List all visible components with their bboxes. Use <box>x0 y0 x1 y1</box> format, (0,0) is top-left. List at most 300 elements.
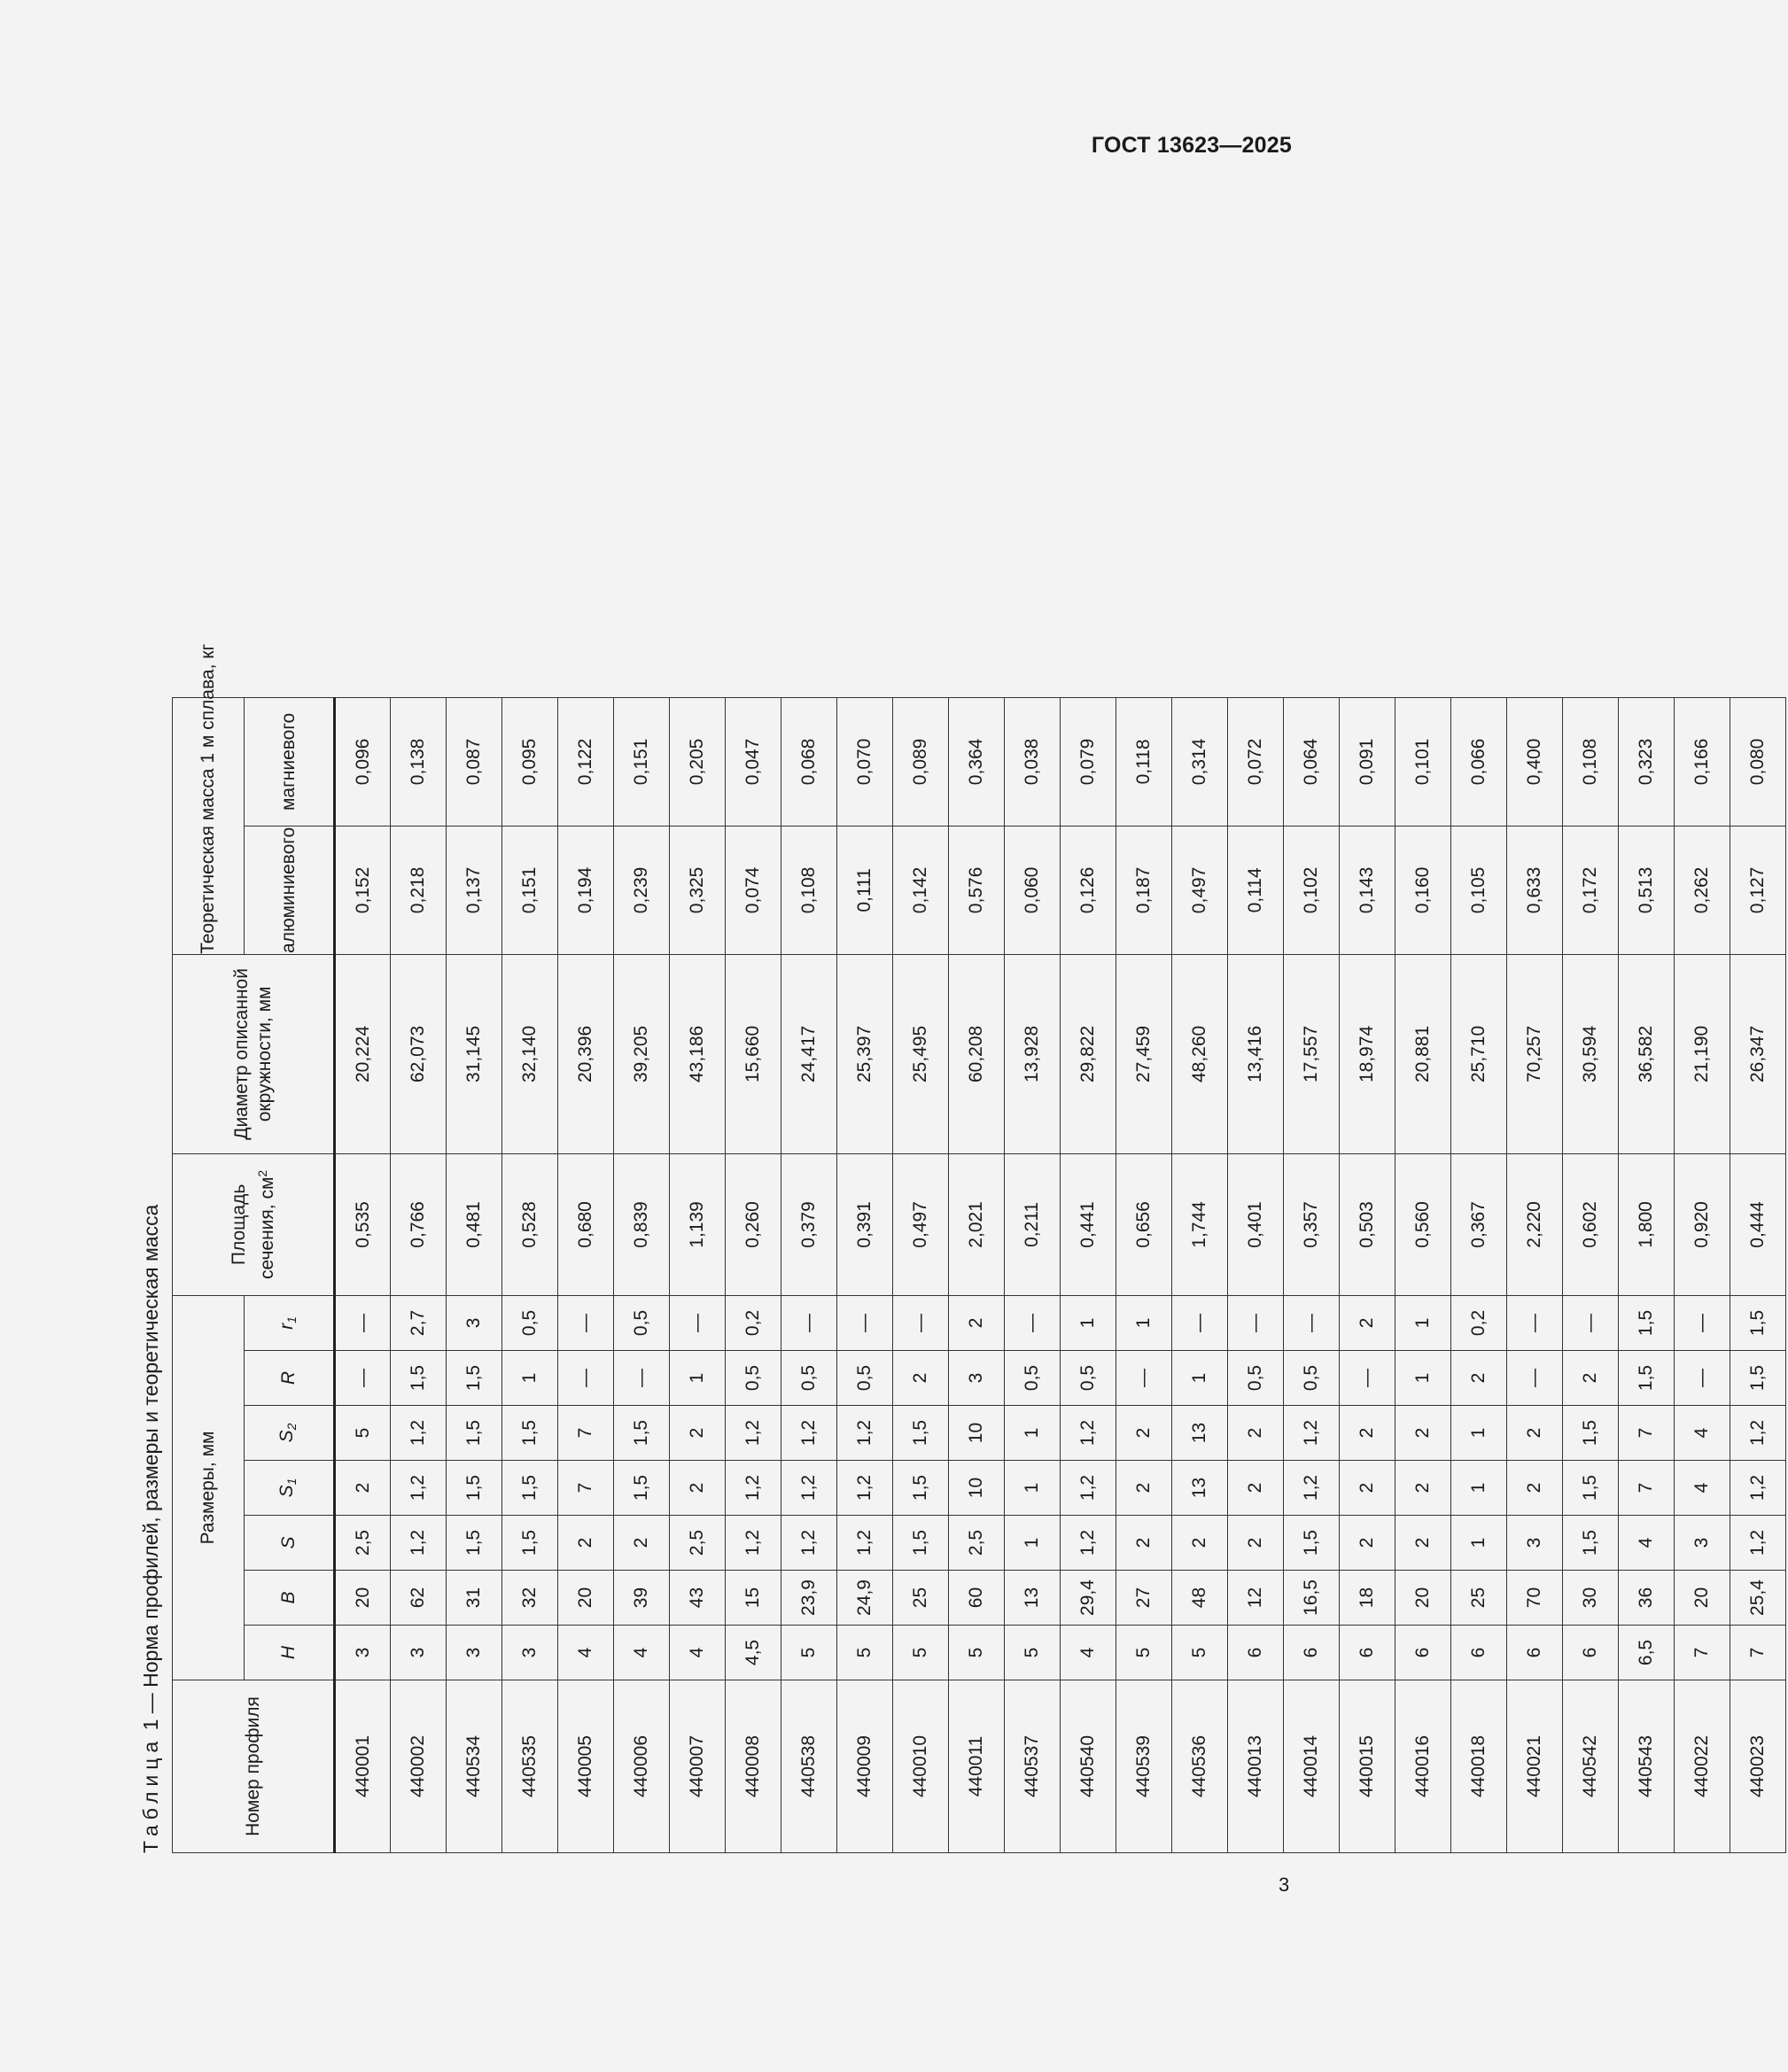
table-cell: 20 <box>1395 1571 1451 1626</box>
table-cell: 0,080 <box>1730 697 1786 826</box>
table-cell: 1,5 <box>447 1461 502 1516</box>
table-cell: 0,101 <box>1395 697 1451 826</box>
table-cell: 0,087 <box>447 697 502 826</box>
table-cell: 0,091 <box>1340 697 1395 826</box>
header-S1-subscript: 1 <box>284 1478 299 1486</box>
table-cell: 5 <box>1116 1626 1172 1680</box>
table-cell: 0,142 <box>893 826 949 954</box>
table-cell: 7 <box>1730 1626 1786 1680</box>
table-cell: 0,160 <box>1395 826 1451 954</box>
table-cell: 7 <box>1619 1406 1675 1461</box>
table-cell: 0,364 <box>949 697 1005 826</box>
profiles-table <box>172 643 1786 1853</box>
table-cell: 1,2 <box>837 1406 893 1461</box>
table-row <box>1061 697 1116 1852</box>
table-cell: 440009 <box>837 1680 893 1853</box>
table-cell: 1,5 <box>1563 1516 1619 1571</box>
table-row <box>1116 697 1172 1852</box>
table-cell: 36,582 <box>1619 954 1675 1153</box>
table-cell: 2 <box>893 1351 949 1406</box>
table-cell: — <box>558 1351 614 1406</box>
table-cell: 0,766 <box>391 1153 447 1295</box>
table-cell: 13,928 <box>1005 954 1061 1153</box>
table-cell: 4 <box>670 1626 726 1680</box>
table-cell: 1,2 <box>781 1406 837 1461</box>
table-cell: 2 <box>1340 1516 1395 1571</box>
table-cell: 0,064 <box>1284 697 1340 826</box>
header-B: B <box>245 1571 335 1626</box>
table-cell: 440011 <box>949 1680 1005 1853</box>
table-cell: 440539 <box>1116 1680 1172 1853</box>
table-cell: 29,822 <box>1061 954 1116 1153</box>
table-cell: 1,5 <box>893 1406 949 1461</box>
table-cell: 2 <box>1563 1351 1619 1406</box>
table-cell: 440007 <box>670 1680 726 1853</box>
table-cell: 6 <box>1507 1626 1563 1680</box>
caption-label: Таблица <box>139 1735 162 1853</box>
table-cell: 1 <box>1005 1406 1061 1461</box>
table-cell: 0,441 <box>1061 1153 1116 1295</box>
table-cell: 0,095 <box>502 697 558 826</box>
table-cell: 20 <box>1675 1571 1730 1626</box>
table-cell: 2 <box>614 1516 670 1571</box>
table-cell: 0,068 <box>781 697 837 826</box>
table-cell: 1,2 <box>1061 1406 1116 1461</box>
table-cell: 20 <box>335 1571 391 1626</box>
header-S2 <box>245 1406 335 1461</box>
table-cell: 1,5 <box>502 1461 558 1516</box>
table-cell: 20,396 <box>558 954 614 1153</box>
table-cell: — <box>335 1295 391 1350</box>
table-cell: 1,5 <box>391 1351 447 1406</box>
table-row <box>837 697 893 1852</box>
table-cell: 0,138 <box>391 697 447 826</box>
table-cell: 0,656 <box>1116 1153 1172 1295</box>
table-cell: 1,2 <box>391 1516 447 1571</box>
table-cell: — <box>1340 1351 1395 1406</box>
table-cell: 0,111 <box>837 826 893 954</box>
table-cell: 0,323 <box>1619 697 1675 826</box>
table-cell: 440002 <box>391 1680 447 1853</box>
table-cell: 5 <box>1005 1626 1061 1680</box>
table-cell: 0,079 <box>1061 697 1116 826</box>
table-cell: 2,021 <box>949 1153 1005 1295</box>
table-row <box>1005 697 1061 1852</box>
table-cell: 440542 <box>1563 1680 1619 1853</box>
table-cell: 440005 <box>558 1680 614 1853</box>
table-cell: 10 <box>949 1461 1005 1516</box>
table-cell: 0,137 <box>447 826 502 954</box>
table-cell: 1 <box>1451 1406 1507 1461</box>
caption-text: — Норма профилей, размеры и теоретическая масса <box>139 1204 162 1719</box>
table-cell: 16,5 <box>1284 1571 1340 1626</box>
header-aluminum: алюминиевого <box>245 826 335 954</box>
table-cell: 1,2 <box>726 1516 781 1571</box>
table-cell: 1,5 <box>1284 1516 1340 1571</box>
table-caption <box>135 1205 172 1853</box>
table-cell: 1,5 <box>447 1516 502 1571</box>
table-cell: 24,9 <box>837 1571 893 1626</box>
table-row <box>502 697 558 1852</box>
table-cell: 2 <box>1451 1351 1507 1406</box>
table-cell: 1 <box>1005 1516 1061 1571</box>
table-cell: 0,108 <box>1563 697 1619 826</box>
table-row <box>1228 697 1284 1852</box>
header-profile-number: Номер профиля <box>173 1680 335 1853</box>
table-row <box>1395 697 1451 1852</box>
header-S1-base: S <box>276 1485 297 1498</box>
table-cell: 31 <box>447 1571 502 1626</box>
table-cell: 1,2 <box>726 1461 781 1516</box>
table-cell: 0,038 <box>1005 697 1061 826</box>
table-row <box>1563 697 1619 1852</box>
table-cell: 7 <box>1619 1461 1675 1516</box>
table-cell: 13 <box>1172 1461 1228 1516</box>
table-cell: 23,9 <box>781 1571 837 1626</box>
table-cell: 0,172 <box>1563 826 1619 954</box>
table-cell: 1,744 <box>1172 1153 1228 1295</box>
table-cell: 1,5 <box>614 1461 670 1516</box>
table-cell: 1,2 <box>1061 1461 1116 1516</box>
table-cell: 1,2 <box>1061 1516 1116 1571</box>
table-cell: 0,114 <box>1228 826 1284 954</box>
table-cell: 5 <box>837 1626 893 1680</box>
table-cell: — <box>1005 1295 1061 1350</box>
table-cell: 1 <box>1116 1295 1172 1350</box>
table-cell: 1 <box>502 1351 558 1406</box>
table-cell: 1,2 <box>1730 1461 1786 1516</box>
table-cell: 440006 <box>614 1680 670 1853</box>
table-cell: 0,503 <box>1340 1153 1395 1295</box>
table-row <box>558 697 614 1852</box>
header-S2-base: S <box>276 1430 297 1443</box>
table-cell: 0,367 <box>1451 1153 1507 1295</box>
table-cell: 0,096 <box>335 697 391 826</box>
table-row <box>1340 697 1395 1852</box>
table-cell: — <box>837 1295 893 1350</box>
table-cell: 440016 <box>1395 1680 1451 1853</box>
table-cell: 60,208 <box>949 954 1005 1153</box>
table-cell: 6 <box>1340 1626 1395 1680</box>
table-cell: 2 <box>1507 1406 1563 1461</box>
table-cell: 60 <box>949 1571 1005 1626</box>
table-cell: 0,602 <box>1563 1153 1619 1295</box>
table-cell: — <box>1284 1295 1340 1350</box>
table-cell: 6 <box>1451 1626 1507 1680</box>
table-cell: 0,166 <box>1675 697 1730 826</box>
table-cell: 0,151 <box>502 826 558 954</box>
table-cell: 15,660 <box>726 954 781 1153</box>
table-cell: 2 <box>670 1461 726 1516</box>
table-cell: 0,535 <box>335 1153 391 1295</box>
header-r1-subscript: 1 <box>284 1316 299 1323</box>
table-cell: 440021 <box>1507 1680 1563 1853</box>
table-cell: 0,108 <box>781 826 837 954</box>
table-cell: 440010 <box>893 1680 949 1853</box>
table-cell: 2 <box>1116 1406 1172 1461</box>
table-cell: 1,5 <box>614 1406 670 1461</box>
table-cell: 1,5 <box>1730 1295 1786 1350</box>
table-cell: 440534 <box>447 1680 502 1853</box>
table-cell: 13,416 <box>1228 954 1284 1153</box>
table-row <box>614 697 670 1852</box>
table-cell: 0,401 <box>1228 1153 1284 1295</box>
table-cell: 440008 <box>726 1680 781 1853</box>
table-cell: 1,5 <box>893 1516 949 1571</box>
table-cell: 2 <box>1116 1461 1172 1516</box>
table-cell: 30,594 <box>1563 954 1619 1153</box>
table-cell: 18,974 <box>1340 954 1395 1153</box>
table-cell: 0,066 <box>1451 697 1507 826</box>
table-cell: 3 <box>447 1295 502 1350</box>
table-cell: 43,186 <box>670 954 726 1153</box>
table-cell: 1 <box>1451 1461 1507 1516</box>
table-cell: 43 <box>670 1571 726 1626</box>
table-cell: 48,260 <box>1172 954 1228 1153</box>
table-cell: 0,379 <box>781 1153 837 1295</box>
table-cell: 0,047 <box>726 697 781 826</box>
table-cell: 2,5 <box>670 1516 726 1571</box>
table-cell: 12 <box>1228 1571 1284 1626</box>
table-cell: 0,5 <box>837 1351 893 1406</box>
table-cell: 20,224 <box>335 954 391 1153</box>
table-cell: 5 <box>335 1406 391 1461</box>
table-cell: 1,2 <box>726 1406 781 1461</box>
table-cell: 2,5 <box>335 1516 391 1571</box>
table-cell: 1 <box>1172 1351 1228 1406</box>
table-cell: 24,417 <box>781 954 837 1153</box>
table-cell: 2 <box>558 1516 614 1571</box>
table-cell: 20 <box>558 1571 614 1626</box>
table-cell: 3 <box>391 1626 447 1680</box>
table-cell: 2,7 <box>391 1295 447 1350</box>
table-cell: 0,072 <box>1228 697 1284 826</box>
table-cell: 6 <box>1228 1626 1284 1680</box>
header-magnesium: магниевого <box>245 697 335 826</box>
table-cell: 0,5 <box>614 1295 670 1350</box>
table-cell: — <box>1228 1295 1284 1350</box>
table-cell: 0,187 <box>1116 826 1172 954</box>
table-cell: 0,151 <box>614 697 670 826</box>
table-cell: 17,557 <box>1284 954 1340 1153</box>
table-cell: 440023 <box>1730 1680 1786 1853</box>
table-cell: 0,633 <box>1507 826 1563 954</box>
table-cell: 0,680 <box>558 1153 614 1295</box>
table-cell: 440535 <box>502 1680 558 1853</box>
table-cell: 1,2 <box>837 1461 893 1516</box>
table-cell: 440537 <box>1005 1680 1061 1853</box>
table-cell: 0,576 <box>949 826 1005 954</box>
table-cell: 48 <box>1172 1571 1228 1626</box>
table-cell: 1,2 <box>391 1461 447 1516</box>
table-cell: 2 <box>1116 1516 1172 1571</box>
table-cell: — <box>781 1295 837 1350</box>
header-R: R <box>245 1351 335 1406</box>
table-cell: 3 <box>949 1351 1005 1406</box>
table-cell: 0,5 <box>726 1351 781 1406</box>
table-cell: 1,5 <box>1563 1461 1619 1516</box>
table-cell: 0,218 <box>391 826 447 954</box>
table-cell: 440001 <box>335 1680 391 1853</box>
table-cell: 2 <box>1228 1406 1284 1461</box>
rotated-table-block <box>135 643 1788 1853</box>
table-cell: 39 <box>614 1571 670 1626</box>
header-area-sup: 2 <box>254 1169 269 1177</box>
table-cell: — <box>558 1295 614 1350</box>
table-row <box>1619 697 1675 1852</box>
table-cell: 13 <box>1005 1571 1061 1626</box>
table-cell: 1,5 <box>1619 1295 1675 1350</box>
table-cell: 62 <box>391 1571 447 1626</box>
table-cell: 32,140 <box>502 954 558 1153</box>
table-cell: 62,073 <box>391 954 447 1153</box>
table-cell: 0,070 <box>837 697 893 826</box>
header-S2-subscript: 2 <box>284 1423 299 1431</box>
table-cell: 25,4 <box>1730 1571 1786 1626</box>
table-cell: 70 <box>1507 1571 1563 1626</box>
table-cell: 29,4 <box>1061 1571 1116 1626</box>
table-cell: 2 <box>1228 1516 1284 1571</box>
table-row <box>893 697 949 1852</box>
table-cell: 0,126 <box>1061 826 1116 954</box>
table-cell: 0,528 <box>502 1153 558 1295</box>
table-cell: 2 <box>1507 1461 1563 1516</box>
table-cell: 1,2 <box>1730 1516 1786 1571</box>
table-cell: 1,2 <box>781 1461 837 1516</box>
table-cell: 440540 <box>1061 1680 1116 1853</box>
table-cell: 0,211 <box>1005 1153 1061 1295</box>
header-r1-base: r <box>276 1323 297 1330</box>
table-cell: 0,400 <box>1507 697 1563 826</box>
table-cell: 1,2 <box>781 1516 837 1571</box>
table-cell: 1,2 <box>1730 1406 1786 1461</box>
table-cell: 32 <box>502 1571 558 1626</box>
caption-number: 1 <box>139 1719 162 1731</box>
table-cell: 5 <box>893 1626 949 1680</box>
table-row <box>391 697 447 1852</box>
table-cell: 1,5 <box>502 1406 558 1461</box>
table-cell: 70,257 <box>1507 954 1563 1153</box>
table-cell: 7 <box>1675 1626 1730 1680</box>
table-cell: 0,497 <box>893 1153 949 1295</box>
table-cell: 0,143 <box>1340 826 1395 954</box>
table-cell: 2 <box>335 1461 391 1516</box>
table-cell: 15 <box>726 1571 781 1626</box>
table-cell: 1,2 <box>1284 1461 1340 1516</box>
table-cell: 0,444 <box>1730 1153 1786 1295</box>
table-cell: 7 <box>558 1461 614 1516</box>
table-cell: 4 <box>1675 1461 1730 1516</box>
table-cell: 1,2 <box>391 1406 447 1461</box>
table-cell: 27 <box>1116 1571 1172 1626</box>
table-cell: 1,5 <box>502 1516 558 1571</box>
table-cell: 2 <box>1340 1295 1395 1350</box>
table-cell: 5 <box>949 1626 1005 1680</box>
table-cell: 440014 <box>1284 1680 1340 1853</box>
table-cell: 5 <box>1172 1626 1228 1680</box>
table-cell: 2 <box>1395 1406 1451 1461</box>
table-cell: 2 <box>1395 1516 1451 1571</box>
table-cell: 0,391 <box>837 1153 893 1295</box>
table-cell: 0,105 <box>1451 826 1507 954</box>
table-row <box>447 697 502 1852</box>
table-cell: 25 <box>893 1571 949 1626</box>
table-cell: 0,194 <box>558 826 614 954</box>
table-cell: 0,5 <box>502 1295 558 1350</box>
table-cell: 0,260 <box>726 1153 781 1295</box>
table-row <box>1284 697 1340 1852</box>
table-cell: 0,839 <box>614 1153 670 1295</box>
header-area-text: Площадь сечения, см <box>228 1176 277 1280</box>
table-cell: 1,5 <box>1563 1406 1619 1461</box>
table-cell: 440022 <box>1675 1680 1730 1853</box>
table-cell: 1,5 <box>1730 1351 1786 1406</box>
table-cell: 6 <box>1395 1626 1451 1680</box>
table-cell: 2 <box>1340 1406 1395 1461</box>
table-cell: 1 <box>1451 1516 1507 1571</box>
table-cell: 0,102 <box>1284 826 1340 954</box>
header-r1 <box>245 1295 335 1350</box>
table-cell: 1 <box>1005 1461 1061 1516</box>
table-cell: 0,2 <box>1451 1295 1507 1350</box>
table-cell: — <box>1563 1295 1619 1350</box>
table-cell: — <box>1116 1351 1172 1406</box>
table-cell: 0,497 <box>1172 826 1228 954</box>
table-cell: 440536 <box>1172 1680 1228 1853</box>
table-cell: — <box>893 1295 949 1350</box>
table-cell: 3 <box>1507 1516 1563 1571</box>
header-area <box>173 1153 335 1295</box>
table-cell: 5 <box>781 1626 837 1680</box>
document-code: ГОСТ 13623—2025 <box>1091 133 1292 158</box>
table-cell: 1,800 <box>1619 1153 1675 1295</box>
header-mass: Теоретическая масса 1 м сплава, кг <box>173 697 245 954</box>
table-row <box>1172 697 1228 1852</box>
table-row <box>949 697 1005 1852</box>
table-cell: 3 <box>335 1626 391 1680</box>
table-cell: 21,190 <box>1675 954 1730 1153</box>
table-cell: 2 <box>670 1406 726 1461</box>
table-cell: 2 <box>949 1295 1005 1350</box>
table-cell: 1,5 <box>893 1461 949 1516</box>
table-cell: — <box>1507 1295 1563 1350</box>
table-cell: 20,881 <box>1395 954 1451 1153</box>
table-cell: 4 <box>1619 1516 1675 1571</box>
table-cell: 25,397 <box>837 954 893 1153</box>
table-cell: 6 <box>1563 1626 1619 1680</box>
table-cell: 440013 <box>1228 1680 1284 1853</box>
table-cell: 0,5 <box>1284 1351 1340 1406</box>
table-row <box>1730 697 1786 1852</box>
table-cell: 440543 <box>1619 1680 1675 1853</box>
table-cell: 0,118 <box>1116 697 1172 826</box>
table-cell: 1 <box>1395 1351 1451 1406</box>
table-cell: 30 <box>1563 1571 1619 1626</box>
table-row <box>726 697 781 1852</box>
table-cell: 0,074 <box>726 826 781 954</box>
table-cell: 0,314 <box>1172 697 1228 826</box>
table-cell: 0,2 <box>726 1295 781 1350</box>
table-cell: 4 <box>1675 1406 1730 1461</box>
header-S: S <box>245 1516 335 1571</box>
table-cell: 1,2 <box>1284 1406 1340 1461</box>
table-cell: 18 <box>1340 1571 1395 1626</box>
table-row <box>1451 697 1507 1852</box>
table-cell: 2,5 <box>949 1516 1005 1571</box>
table-cell: 25,710 <box>1451 954 1507 1153</box>
table-cell: 0,325 <box>670 826 726 954</box>
table-cell: 0,152 <box>335 826 391 954</box>
